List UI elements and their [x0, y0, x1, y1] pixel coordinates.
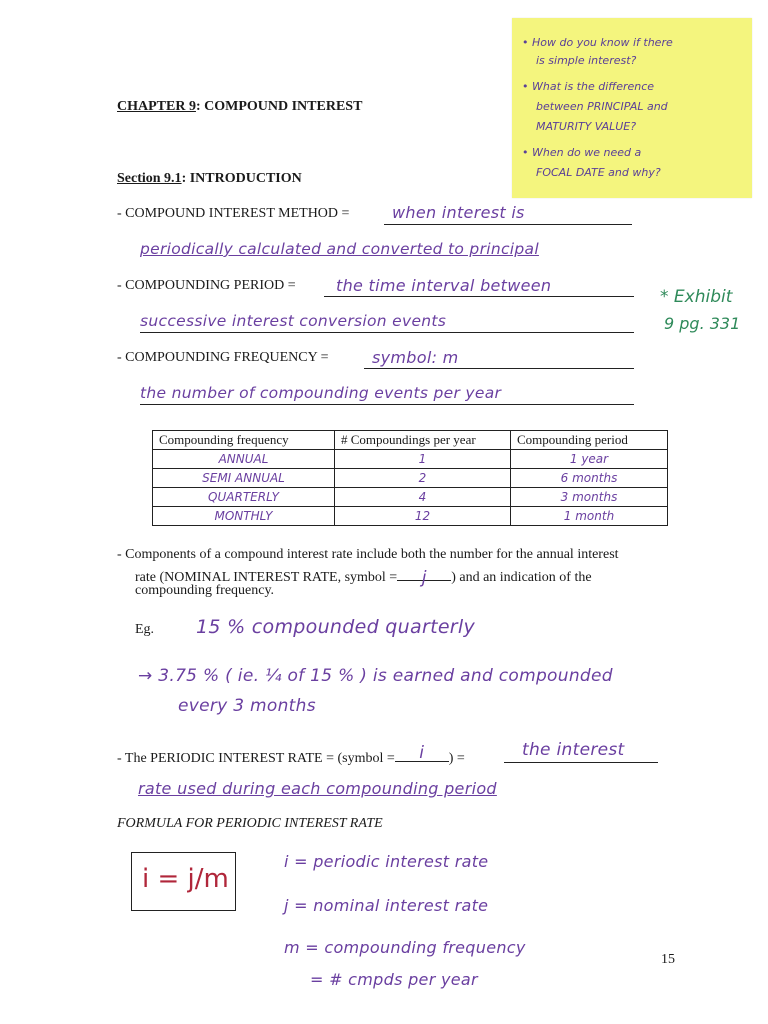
chapter-title: : COMPOUND INTEREST — [195, 99, 363, 114]
sticky-line: between PRINCIPAL and — [536, 100, 668, 113]
sticky-line: • How do you know if there — [522, 36, 673, 49]
table-header: Compounding period — [511, 431, 668, 450]
definition-answer: when interest is — [392, 203, 525, 222]
definition-answer: periodically calculated and converted to principal — [140, 240, 539, 258]
section-label: Section 9.1 — [117, 171, 182, 186]
example-line: 15 % compounded quarterly — [196, 616, 476, 638]
sticky-note — [512, 18, 752, 198]
sticky-line: • When do we need a — [522, 146, 642, 159]
answer-line — [504, 762, 658, 763]
formula-expression: i = j/m — [142, 864, 229, 894]
table-header: Compounding frequency — [153, 431, 335, 450]
symbol-answer: j — [421, 568, 427, 588]
side-note: * Exhibit — [660, 287, 733, 307]
answer-line — [140, 404, 634, 405]
table-cell: 3 months — [511, 488, 668, 507]
section-heading — [117, 171, 302, 187]
formula-box — [131, 852, 236, 911]
formula-legend: = # cmpds per year — [310, 970, 478, 989]
formula-heading: FORMULA FOR PERIODIC INTEREST RATE — [117, 816, 383, 831]
table-row — [153, 450, 668, 469]
table-cell: 4 — [335, 488, 511, 507]
periodic-rate-answer: the interest — [522, 740, 625, 760]
table-header-row — [153, 431, 668, 450]
formula-legend: i = periodic interest rate — [284, 852, 489, 871]
definition-answer: the number of compounding events per year — [140, 384, 502, 402]
table-row — [153, 469, 668, 488]
table-cell: 1 year — [511, 450, 668, 469]
sticky-line: is simple interest? — [536, 54, 637, 67]
symbol-answer: i — [419, 743, 425, 763]
table-cell: 1 — [335, 450, 511, 469]
table-cell: 12 — [335, 507, 511, 526]
sticky-line: MATURITY VALUE? — [536, 120, 637, 133]
components-text-post: ) and an indication of the — [451, 570, 592, 585]
section-title: : INTRODUCTION — [181, 171, 302, 186]
answer-line — [364, 368, 634, 369]
table-cell: QUARTERLY — [153, 488, 335, 507]
table-cell: ANNUAL — [153, 450, 335, 469]
symbol-blank — [397, 566, 451, 588]
periodic-rate-text — [117, 743, 465, 767]
compounding-table — [152, 430, 668, 526]
definition-term: - COMPOUNDING PERIOD = — [117, 278, 296, 293]
table-row — [153, 488, 668, 507]
side-note: 9 pg. 331 — [664, 314, 741, 333]
periodic-rate-answer: rate used during each compounding period — [138, 779, 497, 798]
table-cell: 6 months — [511, 469, 668, 488]
components-text: compounding frequency. — [135, 583, 275, 598]
example-label: Eg. — [135, 622, 155, 637]
periodic-rate-mid: ) = — [448, 751, 465, 766]
example-line: → 3.75 % ( ie. ¼ of 15 % ) is earned and compounded — [138, 666, 613, 686]
definition-term: - COMPOUND INTEREST METHOD = — [117, 206, 350, 221]
components-text-pre: rate (NOMINAL INTEREST RATE, symbol = — [135, 570, 398, 585]
answer-line — [384, 224, 632, 225]
chapter-label: CHAPTER 9 — [117, 99, 196, 114]
sticky-line: FOCAL DATE and why? — [536, 166, 661, 179]
definition-answer: the time interval between — [336, 276, 552, 295]
formula-legend: j = nominal interest rate — [284, 896, 489, 915]
sticky-line: • What is the difference — [522, 80, 655, 93]
table-cell: SEMI ANNUAL — [153, 469, 335, 488]
answer-line — [140, 332, 634, 333]
table-row — [153, 507, 668, 526]
answer-line — [324, 296, 634, 297]
table-cell: MONTHLY — [153, 507, 335, 526]
definition-answer: successive interest conversion events — [140, 312, 447, 330]
table-cell: 1 month — [511, 507, 668, 526]
table-cell: 2 — [335, 469, 511, 488]
definition-answer: symbol: m — [372, 348, 459, 367]
page-number: 15 — [661, 952, 675, 967]
chapter-heading — [117, 99, 362, 115]
table-header: # Compoundings per year — [335, 431, 511, 450]
periodic-rate-pre: - The PERIODIC INTEREST RATE = (symbol = — [117, 751, 395, 766]
example-line: every 3 months — [178, 696, 316, 716]
symbol-blank — [395, 743, 449, 763]
components-text: - Components of a compound interest rate include both the number for the annual interest — [117, 547, 619, 562]
formula-legend: m = compounding frequency — [284, 938, 526, 957]
definition-term: - COMPOUNDING FREQUENCY = — [117, 350, 329, 365]
